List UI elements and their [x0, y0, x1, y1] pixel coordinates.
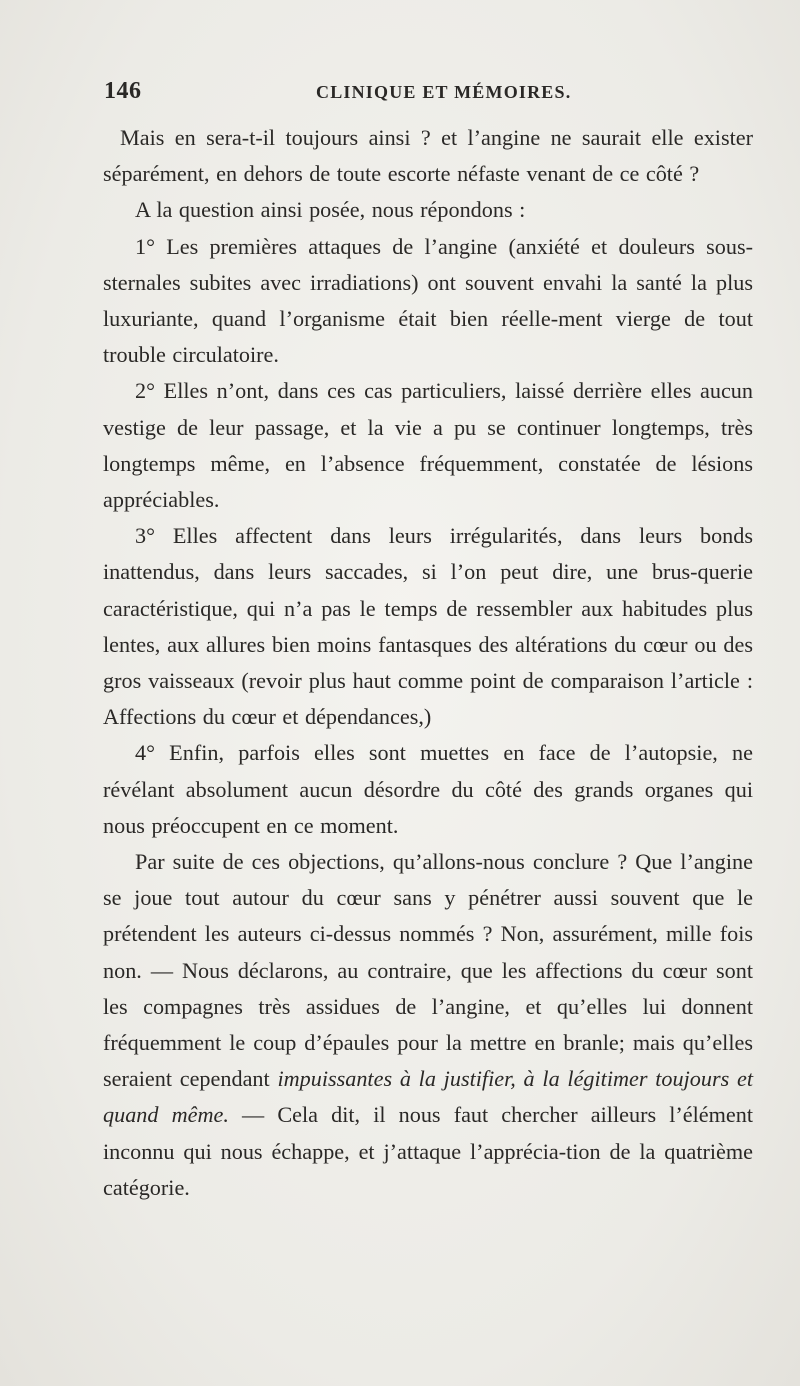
paragraph-4: 2° Elles n’ont, dans ces cas particuliers, laissé derrière elles aucun vestige de leur passage, et la vie a pu se continuer longtemps, très longtemps même, en l’absence fréquemment, constatée de lésions appréciables. — [103, 378, 753, 513]
body-text — [103, 120, 753, 1206]
paragraph-6: 4° Enfin, parfois elles sont muettes en face de l’autopsie, ne révélant absolument aucun désordre du côté des grands organes qui nous préoccupent en ce moment. — [103, 740, 753, 838]
paragraph-7-text-end: — Cela dit, il nous faut chercher ailleurs l’élément inconnu qui nous échappe, et j’attaque l’apprécia-tion de la quatrième catégorie. — [103, 1102, 753, 1200]
paragraph-5: 3° Elles affectent dans leurs irrégularités, dans leurs bonds inattendus, dans leurs saccades, si l’on peut dire, une brus-querie caractéristique, qui n’a pas le temps de ressembler aux habitudes plus lentes, aux allures bien moins fantasques des altérations du cœur ou des gros vaisseaux (revoir plus haut comme point de comparaison l’article : Affections du cœur et dépendances,) — [103, 523, 753, 730]
paragraph-1: Mais en sera-t-il toujours ainsi ? et l’angine ne saurait elle exister séparément, en dehors de toute escorte néfaste venant de ce côté ? — [103, 125, 753, 187]
page-header — [104, 78, 754, 112]
paragraph-7-italic: impuissantes à la justifier, à la légitimer toujours et quand même. — [103, 1066, 754, 1128]
running-head: CLINIQUE ET MÉMOIRES. — [316, 82, 572, 102]
page-number: 146 — [104, 78, 142, 104]
paragraph-7-text-start: Par suite de ces objections, qu’allons-nous conclure ? Que l’angine se joue tout autour du cœur sans y pénétrer aussi souvent que le prétendent les auteurs ci-dessus nommés ? Non, assurément, mille fois non. — Nous déclarons, au contraire, que les affections du cœur sont les compagnes très assidues de l’angine, et qu’elles lui donnent fréquemment le coup d’épaules pour la mettre en branle; mais qu’elles seraient cependant — [103, 849, 753, 1092]
paragraph-3: 1° Les premières attaques de l’angine (anxiété et douleurs sous-sternales subites avec irradiations) ont souvent envahi la santé la plus luxuriante, quand l’organisme était bien réelle-ment vierge de tout trouble circulatoire. — [103, 233, 753, 368]
paragraph-2: A la question ainsi posée, nous répondons : — [135, 197, 526, 223]
paragraph-7 — [103, 844, 753, 1206]
